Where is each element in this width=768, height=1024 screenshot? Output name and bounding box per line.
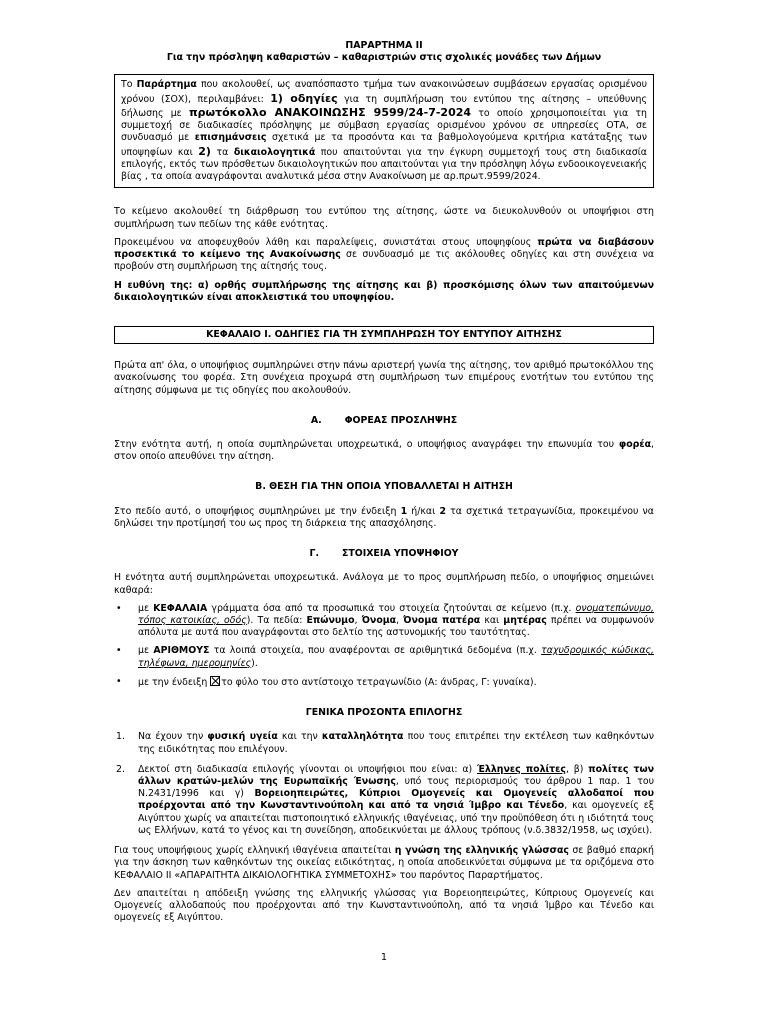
general-qualifications-title: ΓΕΝΙΚΑ ΠΡΟΣΟΝΤΑ ΕΠΙΛΟΓΗΣ <box>305 707 463 719</box>
language-paragraph <box>114 845 654 882</box>
list-item <box>114 645 654 669</box>
intro-box-text: το οποίο χρησιμοποιείται για τη συμμετοχή σε διαδικασίες πρόσληψης με σύμβαση εργασίας ορισμένου χρόνου σε υπηρεσίες ΟΤΑ, σε συνδυασμό με <box>121 107 647 144</box>
list-item <box>114 676 654 689</box>
text-run-bold: ΚΕΦΑΛΑΙΑ <box>153 602 208 614</box>
intro-box-text: Το <box>121 79 137 91</box>
intro-box-bold: 2) <box>198 144 211 158</box>
text-run: με την ένδειξη <box>138 676 211 688</box>
section-g-title <box>114 548 654 560</box>
language-exemption-paragraph: Δεν απαιτείται η απόδειξη γνώσης της ελληνικής γλώσσας για Βορειοηπειρώτες, Κύπριους Ομογενείς και Ομογενείς αλλοδαπούς που προέρχονται από την Κωνσταντινούπολη, από τα νησιά Ίμβρο και Τένεδο και ομογενείς εξ Αιγύπτου. <box>114 887 654 924</box>
text-run: τα λοιπά στοιχεία, που αναφέρονται σε αριθμητικά δεδομένα (π.χ. <box>209 645 542 657</box>
text-run: , και ομογενείς εξ Αιγύπτου χωρίς να απαιτείται πιστοποιητικό ελληνικής ιθαγένειας, υπό την προϋπόθεση ότι η ιδιότητά τους ως Ελλήνων, κατά το γένος και τη συνείδηση, αποδεικνύεται με άλλους τρόπους (ν.δ.3832/1958, ως ισχύει). <box>138 800 655 836</box>
section-heading: ΦΟΡΕΑΣ ΠΡΟΣΛΗΨΗΣ <box>344 414 458 426</box>
annex-subtitle: Για την πρόσληψη καθαριστών – καθαριστριών στις σχολικές μονάδες των Δήμων <box>166 52 602 64</box>
section-b-title: Β. ΘΕΣΗ ΓΙΑ ΤΗΝ ΟΠΟΙΑ ΥΠΟΒΑΛΛΕΤΑΙ Η ΑΙΤΗΣΗ <box>255 481 513 493</box>
text-run: ή/και <box>407 505 440 517</box>
text-run: , υπό τους περιορισμούς του άρθρου 1 παρ. 1 του Ν.2431/1996 και γ) <box>138 775 654 800</box>
checked-box-icon <box>210 676 220 686</box>
text-run: σε συνδυασμό με τις ακόλουθες οδηγίες και στη συνέχεια να προβούν στη συμπλήρωση της αίτησής τους. <box>114 249 654 273</box>
intro-paragraph: Το κείμενο ακολουθεί τη διάρθρωση του εντύπου της αίτησης, ώστε να διευκολυνθούν οι υποψήφιοι στη συμπλήρωση των πεδίων της κάθε ενότητας. <box>114 206 654 230</box>
text-run: Να έχουν την <box>138 731 208 743</box>
text-run: πρέπει να συμφωνούν απόλυτα με αυτά που αναγράφονται στο δελτίο της αστυνομικής του ταυτότητας. <box>138 615 654 639</box>
text-run-bold: ΑΡΙΘΜΟΥΣ <box>153 645 210 657</box>
intro-box-bold: 1) οδηγίες <box>270 91 338 105</box>
text-run: Στην ενότητα αυτή, η οποία συμπληρώνεται υποχρεωτικά, ο υποψήφιος αναγράφει την επωνυμία του <box>114 439 619 451</box>
text-run-bold: 2 <box>439 505 446 517</box>
text-run-bold: πολίτες των άλλων κρατών-μελών της Ευρωπαϊκής Ένωσης <box>138 763 654 787</box>
intro-box-text: σχετικά με τα προσόντα και τα βαθμολογούμενα κριτήρια κατάταξης των υποψηφίων και <box>121 132 647 158</box>
numbered-item <box>114 731 654 755</box>
text-run: Δεκτοί στη διαδικασία επιλογής γίνονται οι υποψήφιοι που είναι: α) <box>138 763 477 775</box>
intro-box-bold: επισημάνσεις <box>194 132 267 144</box>
annex-title: ΠΑΡΑΡΤΗΜΑ ΙΙ <box>345 40 423 51</box>
intro-box-protocol: πρωτόκολλο ΑΝΑΚΟΙΝΩΣΗΣ 9599/24-7-2024 <box>188 105 472 119</box>
text-run: Προκειμένου να αποφευχθούν λάθη και παραλείψεις, συνιστάται στους υποψηφίους <box>114 236 538 248</box>
bullet-icon: • <box>116 675 122 687</box>
chapter-title: ΚΕΦΑΛΑΙΟ Ι. ΟΔΗΓΙΕΣ ΓΙΑ ΤΗ ΣΥΜΠΛΗΡΩΣΗ ΤΟΥ ΕΝΤΥΠΟΥ ΑΙΤΗΣΗΣ <box>114 326 654 344</box>
section-b-paragraph <box>114 506 654 530</box>
text-run: , <box>396 615 404 627</box>
text-run-italic: ταχυδρομικός κώδικας, τηλέφωνα, ημερομηνίες <box>138 645 655 669</box>
text-run: σε βαθμό επαρκή για την άσκηση των καθηκόντων της οικείας ειδικότητας, η οποία αποδεικνύεται σύμφωνα με τα οριζόμενα στο ΚΕΦΑΛΑΙΟ ΙΙ «ΑΠΑΡΑΙΤΗΤΑ ΔΙΚΑΙΟΛΟΓΗΤΙΚΑ ΣΥΜΜΕΤΟΧΗΣ» του παρόντος Παραρτήματος. <box>114 845 654 881</box>
text-run-bold: 1 <box>400 505 408 517</box>
text-run-bold: Επώνυμο <box>306 615 355 627</box>
text-run: το φύλο του στο αντίστοιχο τετραγωνίδιο (Α: άνδρας, Γ: γυναίκα). <box>221 676 537 688</box>
responsibility-note: Η ευθύνη της: α) ορθής συμπλήρωσης της αίτησης και β) προσκόμισης όλων των απαιτούμενων δικαιολογητικών είναι αποκλειστικά του υποψηφίου. <box>114 279 654 303</box>
intro-box <box>114 74 654 188</box>
section-g-paragraph: Η ενότητα αυτή συμπληρώνεται υποχρεωτικά. Ανάλογα με το προς συμπλήρωση πεδίο, ο υποψήφιος σημειώνει καθαρά: <box>114 572 654 596</box>
text-run-bold: μητέρας <box>503 615 547 627</box>
text-run: , <box>354 615 362 627</box>
text-run: ). Τα πεδία: <box>246 615 307 627</box>
text-run: που τους επιτρέπει την εκτέλεση των καθηκόντων της ειδικότητας που επιλέγουν. <box>138 731 655 755</box>
text-run: και την <box>277 731 322 743</box>
chapter-paragraph: Πρώτα απ' όλα, ο υποψήφιος συμπληρώνει στην πάνω αριστερή γωνία της αίτησης, τον αριθμό πρωτοκόλλου της ανακοίνωσης του φορέα. Στη συνέχεια προχωρά στη συμπλήρωση των επιμέρους ενοτήτων του εντύπου της αίτησης σύμφωνα με τις οδηγίες που ακολουθούν. <box>114 360 654 396</box>
text-run-bold: Βορειοηπειρώτες, Κύπριοι Ομογενείς και Ομογενείς αλλοδαποί που προέρχονται από την Κωνσταντινούπολη και από τα νησιά Ίμβρο και Τένεδο <box>138 788 654 812</box>
text-run-bold: Όνομα <box>361 615 397 627</box>
text-run-italic: ονοματεπώνυμο, τόπος κατοικίας, οδός <box>138 602 655 627</box>
intro-box-text: που απαιτούνται για την έγκυρη συμμετοχή τους στη διαδικασία επιλογής, εκτός των πρόσθετων δικαιολογητικών που απαιτούνται για την πρόσληψη λόγω ενδοοικογενειακής βίας , τα οποία αναγράφονται αναλυτικά μέσα στην Ανακοίνωση με αρ.πρωτ.9599/2024. <box>121 146 647 183</box>
bullet-icon: • <box>116 602 122 614</box>
numbered-item <box>114 764 654 837</box>
text-run: γράμματα όσα από τα προσωπικά του στοιχεία ζητούνται σε κείμενο (π.χ. <box>207 602 576 614</box>
text-run: Για τους υποψήφιους χωρίς ελληνική ιθαγένεια απαιτείται <box>114 845 395 857</box>
section-a-paragraph <box>114 439 654 463</box>
section-letter: Γ. <box>309 548 320 560</box>
section-letter: Α. <box>310 414 322 426</box>
section-heading: ΣΤΟΙΧΕΙΑ ΥΠΟΨΗΦΙΟΥ <box>341 548 459 560</box>
intro-box-bold: δικαιολογητικά <box>233 146 316 158</box>
text-run: τα σχετικά τετραγωνίδια, προκειμένου να δηλώσει την προτίμησή του ως προς τη διάρκεια της απασχόλησης. <box>114 505 654 529</box>
intro-box-bold: Παράρτημα <box>136 79 197 91</box>
text-run: , στον οποίο απευθύνει την αίτηση. <box>114 439 654 463</box>
text-run-bold: καταλληλότητα <box>321 731 404 743</box>
text-run: με <box>138 645 154 657</box>
item-number: 2. <box>116 763 125 775</box>
intro-box-text: για τη συμπλήρωση του εντύπου της αίτησης – υπεύθυνης δήλωσης με <box>121 93 647 119</box>
text-run: ). <box>251 657 258 669</box>
page-number: 1 <box>381 952 387 963</box>
intro-box-text: που ακολουθεί, ως αναπόσπαστο τμήμα των ανακοινώσεων συμβάσεων εργασίας ορισμένου χρόνου (ΣΟΧ), περιλαμβάνει: <box>121 79 647 105</box>
bullet-icon: • <box>116 645 122 657</box>
text-run-bold: Όνομα πατέρα <box>403 615 481 627</box>
text-run-bold: φυσική υγεία <box>207 731 278 743</box>
intro-box-text: τα <box>210 146 234 158</box>
text-run-bold: φορέα <box>618 439 652 451</box>
list-item <box>114 603 654 640</box>
text-run: με <box>138 602 154 614</box>
section-a-title <box>114 415 654 427</box>
item-number: 1. <box>116 731 125 743</box>
text-run: και <box>480 615 504 627</box>
intro-paragraph <box>114 237 654 274</box>
text-run-bold: η γνώση της ελληνικής γλώσσας <box>394 845 569 857</box>
text-run: , β) <box>565 763 589 775</box>
text-run-bold: Έλληνες πολίτες <box>477 763 566 775</box>
text-run-bold: πρώτα να διαβάσουν προσεκτικά το κείμενο της Ανακοίνωσης <box>114 236 654 261</box>
text-run: Στο πεδίο αυτό, ο υποψήφιος συμπληρώνει με την ένδειξη <box>114 505 401 517</box>
